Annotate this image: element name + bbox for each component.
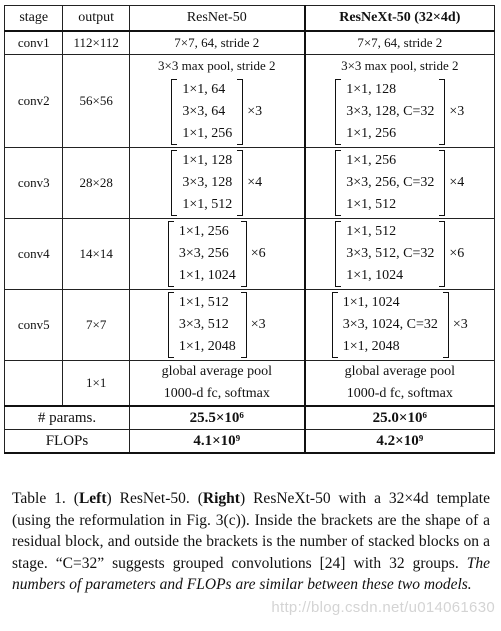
resnext-conv5-block — [305, 290, 495, 361]
output-pool-fc: 1×1 — [63, 361, 130, 407]
resnext-conv3-line: 1×1, 512 — [346, 197, 397, 212]
resnext-pool-fc-line: global average pool — [344, 364, 455, 379]
resnext-conv4-bracket — [335, 221, 445, 287]
resnext-conv4-line: 3×3, 512, C=32 — [346, 246, 435, 261]
resnet-conv3-block — [129, 148, 304, 219]
resnet-conv5-line: 1×1, 2048 — [178, 339, 236, 354]
row-params — [5, 406, 495, 430]
stage-conv5: conv5 — [5, 290, 63, 361]
header-resnext: ResNeXt-50 (32×4d) — [305, 6, 495, 32]
resnext-conv4-mult: ×6 — [449, 246, 465, 261]
resnext-conv2-bracket — [335, 79, 445, 145]
resnet-pool-fc — [129, 361, 304, 407]
row-conv4 — [5, 219, 495, 290]
resnet-conv2-line: 1×1, 256 — [182, 126, 233, 141]
resnext-conv5-line: 1×1, 1024 — [342, 295, 400, 310]
resnet-pool-fc-line: 1000-d fc, softmax — [163, 386, 270, 401]
resnext-conv5-bracket — [332, 292, 449, 358]
resnext-conv2-line: 3×3, 128, C=32 — [346, 104, 435, 119]
resnext-conv2-line: 1×1, 256 — [346, 126, 397, 141]
watermark: http://blog.csdn.net/u014061630 — [271, 599, 495, 616]
architecture-table — [4, 5, 495, 470]
row-pool-fc — [5, 361, 495, 407]
resnext-params: 25.0×10⁶ — [305, 406, 495, 430]
resnet-conv4-bracket — [168, 221, 247, 287]
resnet-conv5-line: 1×1, 512 — [178, 295, 229, 310]
resnet-conv5-bracket — [168, 292, 247, 358]
resnext-conv3-mult: ×4 — [449, 175, 465, 190]
resnet-conv4-line: 1×1, 1024 — [178, 268, 236, 283]
resnext-conv2-mult: ×3 — [449, 104, 465, 119]
resnet-conv2-line: 1×1, 64 — [182, 82, 226, 97]
resnet-conv4-line: 3×3, 256 — [178, 246, 229, 261]
resnext-conv2-line: 1×1, 128 — [346, 82, 397, 97]
row-conv2-pool — [5, 55, 495, 78]
caption-left-bold: Left — [78, 490, 107, 507]
resnext-flops: 4.2×10⁹ — [305, 430, 495, 454]
resnext-conv5-line: 3×3, 1024, C=32 — [342, 317, 438, 332]
caption-right-bold: Right — [202, 490, 240, 507]
params-label: # params. — [5, 406, 130, 430]
output-conv5: 7×7 — [63, 290, 130, 361]
resnet-flops: 4.1×10⁹ — [129, 430, 304, 454]
resnet-conv3-line: 3×3, 128 — [182, 175, 233, 190]
caption-mid2: ) ResNeXt-50 with a 32×4d template (using the reformulation in Fig. 3(c)). Inside the brackets are the shape of a residual block, and outside the brackets is the number of stacked blocks on a stage. “C=32” suggests grouped convolutions [24] with 32 groups. — [12, 490, 490, 572]
row-conv5 — [5, 290, 495, 361]
resnet-conv2-mult: ×3 — [247, 104, 263, 119]
resnet-conv5-mult: ×3 — [250, 317, 266, 332]
resnext-conv1: 7×7, 64, stride 2 — [305, 31, 495, 55]
output-conv1: 112×112 — [63, 31, 130, 55]
stage-conv4: conv4 — [5, 219, 63, 290]
stage-conv2: conv2 — [5, 55, 63, 148]
resnet-params: 25.5×10⁶ — [129, 406, 304, 430]
row-flops — [5, 430, 495, 454]
header-output: output — [63, 6, 130, 32]
stage-conv1: conv1 — [5, 31, 63, 55]
resnext-conv5-line: 1×1, 2048 — [342, 339, 400, 354]
resnext-conv2-pool: 3×3 max pool, stride 2 — [305, 55, 495, 78]
resnext-conv4-line: 1×1, 1024 — [346, 268, 404, 283]
resnext-conv4-line: 1×1, 512 — [346, 224, 397, 239]
resnext-conv3-bracket — [335, 150, 445, 216]
resnet-conv2-line: 3×3, 64 — [182, 104, 226, 119]
header-stage: stage — [5, 6, 63, 32]
output-conv2: 56×56 — [63, 55, 130, 148]
resnext-conv3-line: 3×3, 256, C=32 — [346, 175, 435, 190]
resnext-conv3-line: 1×1, 256 — [346, 153, 397, 168]
caption-italic: The numbers of parameters and FLOPs are similar between these two models. — [12, 554, 490, 593]
resnext-conv5-mult: ×3 — [452, 317, 468, 332]
resnext-pool-fc — [305, 361, 495, 407]
output-conv4: 14×14 — [63, 219, 130, 290]
resnet-conv2-block — [129, 77, 304, 148]
resnet-conv4-mult: ×6 — [250, 246, 266, 261]
flops-label: FLOPs — [5, 430, 130, 454]
resnet-conv1: 7×7, 64, stride 2 — [129, 31, 304, 55]
row-conv1 — [5, 31, 495, 55]
output-conv3: 28×28 — [63, 148, 130, 219]
resnet-conv5-block — [129, 290, 304, 361]
stage-conv3: conv3 — [5, 148, 63, 219]
resnext-pool-fc-line: 1000-d fc, softmax — [346, 386, 453, 401]
table-header-row — [5, 6, 495, 32]
resnext-conv3-block — [305, 148, 495, 219]
header-resnet: ResNet-50 — [129, 6, 304, 32]
resnet-conv3-mult: ×4 — [247, 175, 263, 190]
resnext-conv2-block — [305, 77, 495, 148]
caption-prefix: Table 1. ( — [12, 490, 79, 507]
resnet-conv3-bracket — [171, 150, 243, 216]
resnet-conv3-line: 1×1, 512 — [182, 197, 233, 212]
resnet-conv2-bracket — [171, 79, 243, 145]
resnet-conv3-line: 1×1, 128 — [182, 153, 233, 168]
row-conv3 — [5, 148, 495, 219]
resnet-conv5-line: 3×3, 512 — [178, 317, 229, 332]
resnet-conv4-line: 1×1, 256 — [178, 224, 229, 239]
resnet-conv4-block — [129, 219, 304, 290]
resnet-pool-fc-line: global average pool — [161, 364, 272, 379]
table-caption — [12, 488, 490, 596]
resnext-conv4-block — [305, 219, 495, 290]
resnet-conv2-pool: 3×3 max pool, stride 2 — [129, 55, 304, 78]
stage-pool-fc — [5, 361, 63, 407]
caption-mid1: ) ResNet-50. ( — [106, 490, 203, 507]
